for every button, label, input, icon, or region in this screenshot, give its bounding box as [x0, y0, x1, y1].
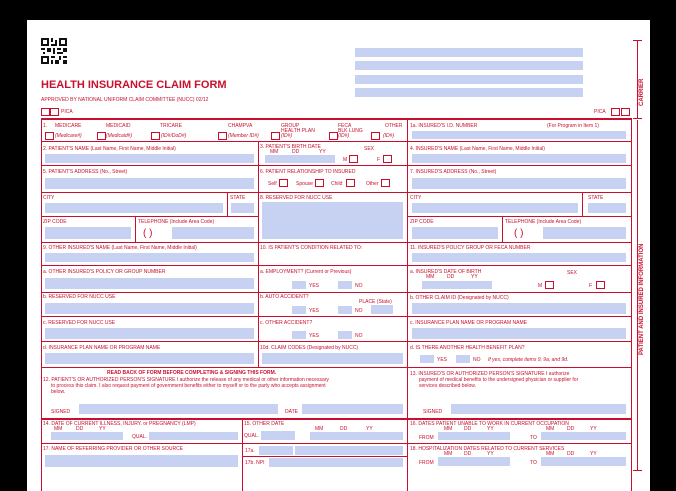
patient-signature-text-3: below. — [51, 389, 66, 395]
telephone-field[interactable] — [172, 227, 254, 239]
patient-tick-bottom — [633, 470, 642, 471]
insured-dob-mm: MM — [426, 274, 435, 280]
insured-signature-text-2: payment of medical benefits to the undersigned physician or supplier for — [419, 377, 579, 383]
pica-right-label: PICA — [594, 109, 606, 115]
patient-signed-label: SIGNED — [51, 409, 71, 415]
claim-codes-label: 10d. CLAIM CODES (Designated by NUCC) — [260, 345, 359, 351]
other-plan-name-label: d. INSURANCE PLAN NAME OR PROGRAM NAME — [43, 345, 161, 351]
sex-m-checkbox[interactable] — [349, 155, 358, 163]
hosp-to-dd: DD — [567, 451, 575, 457]
grid-left-edge — [41, 118, 42, 491]
grid-line-city-r — [407, 216, 631, 217]
hosp-to-mm: MM — [546, 451, 555, 457]
pica-box-left-2[interactable] — [50, 108, 59, 116]
hosp-to-label: TO — [530, 460, 537, 466]
medicaid-checkbox[interactable] — [97, 132, 106, 140]
employment-no-label: NO — [355, 283, 363, 289]
policy-group-label: 11. INSURED'S POLICY GROUP OR FECA NUMBER — [410, 245, 531, 251]
unable-to-mm: MM — [546, 426, 555, 432]
state-label: STATE — [230, 195, 246, 201]
grid-line-row3 — [41, 192, 631, 193]
insured-telephone-parens: ( ) — [514, 228, 524, 239]
unable-from-dd: DD — [464, 426, 472, 432]
pica-left-label: PICA — [61, 109, 73, 115]
hosp-to-yy: YY — [590, 451, 597, 457]
grid-col-state — [227, 192, 228, 216]
box1-label: 1. — [43, 123, 48, 129]
pica-box-right-2[interactable] — [621, 108, 630, 116]
carrier-tick-bottom — [633, 118, 642, 119]
claim-form-sheet — [27, 20, 650, 491]
insured-id-note: (For Program in Item 1) — [547, 123, 599, 129]
health-plan-label: HEALTH PLAN — [281, 128, 315, 134]
birth-mm-label: MM — [270, 149, 279, 155]
carrier-bracket — [637, 40, 638, 118]
patient-name-field[interactable] — [45, 154, 254, 163]
grid-line-row9 — [41, 341, 631, 342]
patient-sign-date-label: DATE — [285, 409, 298, 415]
champva-sub: (Member ID#) — [228, 133, 259, 139]
medicaid-label: MEDICAID — [106, 123, 131, 129]
hosp-from-mm: MM — [444, 451, 453, 457]
reserved-8-label: 8. RESERVED FOR NUCC USE — [260, 195, 333, 201]
auto-no-label: NO — [355, 308, 363, 314]
birth-date-label: 3. PATIENT'S BIRTH DATE — [260, 144, 321, 150]
spouse-checkbox[interactable] — [315, 179, 324, 187]
box-17a-qual-field[interactable] — [259, 446, 293, 455]
birth-yy-label: YY — [319, 149, 326, 155]
reserved-9c-label: c. RESERVED FOR NUCC USE — [43, 320, 116, 326]
another-plan-no-label: NO — [473, 357, 481, 363]
other-program-label: OTHER — [385, 123, 403, 129]
other-date-dd: DD — [340, 426, 348, 432]
grid-line-row8 — [41, 316, 631, 317]
group-sub: (ID#) — [281, 133, 293, 139]
birth-dd-label: DD — [292, 149, 300, 155]
champva-label: CHAMPVA — [228, 123, 253, 129]
patient-signature-label: 12. PATIENT'S OR AUTHORIZED PERSON'S SIGNATURE I authorize the release of any medical or other information necessary — [43, 377, 329, 383]
feca-sub: (ID#) — [338, 133, 350, 139]
grid-line-city — [41, 216, 258, 217]
reserved-9b-field[interactable] — [45, 303, 254, 314]
unable-from-mm: MM — [444, 426, 453, 432]
hosp-to-field[interactable] — [541, 457, 626, 466]
patient-name-label: 2. PATIENT'S NAME (Last Name, First Name, Middle Initial) — [43, 146, 176, 152]
other-date-label: 15. OTHER DATE — [244, 421, 285, 427]
grid-col-phone — [135, 216, 136, 242]
grid-right-edge — [631, 118, 632, 491]
telephone-label: TELEPHONE (Include Area Code) — [138, 219, 215, 225]
other-program-checkbox[interactable] — [371, 132, 380, 140]
patient-signature-field[interactable] — [79, 404, 278, 414]
insured-dob-label: a. INSURED'S DATE OF BIRTH — [410, 269, 482, 275]
carrier-address2-field[interactable] — [355, 75, 583, 84]
group-checkbox[interactable] — [271, 132, 280, 140]
insured-city-field[interactable] — [412, 203, 578, 213]
insured-sex-m-label: M — [538, 283, 543, 289]
self-checkbox[interactable] — [279, 179, 288, 187]
carrier-name-field[interactable] — [355, 48, 583, 57]
auto-yes-label: YES — [309, 308, 320, 314]
reserved-8-field[interactable] — [262, 202, 403, 239]
champva-checkbox[interactable] — [218, 132, 227, 140]
place-state-label: PLACE (State) — [359, 299, 392, 305]
box-17a-field[interactable] — [295, 446, 403, 455]
grid-line-row10 — [41, 367, 631, 368]
zip-field[interactable] — [45, 227, 131, 239]
grid-line-row5 — [41, 242, 631, 243]
unable-to-field[interactable] — [541, 432, 626, 440]
other-plan-name-field[interactable] — [45, 353, 254, 364]
feca-checkbox[interactable] — [329, 132, 338, 140]
medicare-sub: (Medicare#) — [55, 133, 82, 139]
another-plan-no-field[interactable] — [456, 355, 470, 363]
patient-sign-date-field[interactable] — [302, 404, 403, 414]
hosp-from-dd: DD — [464, 451, 472, 457]
grid-line-row7 — [41, 292, 631, 293]
other-rel-checkbox[interactable] — [381, 179, 390, 187]
grid-col-right-bottom — [407, 418, 408, 491]
insured-signed-label: SIGNED — [423, 409, 443, 415]
illness-qual-label: QUAL. — [132, 434, 148, 440]
auto-yes-field[interactable] — [292, 306, 306, 314]
insured-zip-label: ZIP CODE — [410, 219, 434, 225]
patient-address-field[interactable] — [45, 178, 254, 189]
child-label: Child — [331, 181, 343, 187]
carrier-address-field[interactable] — [355, 61, 583, 70]
plan-name-label: c. INSURANCE PLAN NAME OR PROGRAM NAME — [410, 320, 527, 326]
employment-no-field[interactable] — [338, 281, 352, 289]
other-date-mm: MM — [315, 426, 324, 432]
telephone-area-parens: ( ) — [143, 228, 153, 239]
box-17a-label: 17a. — [245, 448, 255, 454]
carrier-tick-top — [633, 40, 642, 41]
sex-label: SEX — [364, 146, 375, 152]
other-insured-name-field[interactable] — [45, 253, 254, 262]
form-title: HEALTH INSURANCE CLAIM FORM — [41, 79, 227, 91]
pica-box-left-1[interactable] — [41, 108, 50, 116]
other-policy-label: a. OTHER INSURED'S POLICY OR GROUP NUMBER — [43, 269, 166, 275]
unable-to-label: TO — [530, 435, 537, 441]
grid-line-row11 — [41, 418, 631, 420]
insured-state-field[interactable] — [588, 203, 626, 213]
relationship-label: 6. PATIENT RELATIONSHIP TO INSURED — [260, 169, 356, 175]
unable-from-yy: YY — [487, 426, 494, 432]
insured-sex-f-label: F — [589, 283, 593, 289]
auto-no-field[interactable] — [338, 306, 352, 314]
insured-dob-field[interactable] — [422, 281, 492, 289]
read-back-notice: READ BACK OF FORM BEFORE COMPLETING & SIGNING THIS FORM. — [107, 370, 277, 376]
hosp-from-label: FROM — [419, 460, 434, 466]
tricare-checkbox[interactable] — [151, 132, 160, 140]
other-date-field[interactable] — [310, 432, 403, 440]
referring-provider-label: 17. NAME OF REFERRING PROVIDER OR OTHER SOURCE — [43, 446, 184, 452]
insured-signature-field[interactable] — [451, 404, 626, 414]
other-program-sub: (ID#) — [383, 133, 395, 139]
unable-to-dd: DD — [567, 426, 575, 432]
place-state-field[interactable] — [371, 305, 393, 314]
tricare-label: TRICARE — [160, 123, 182, 129]
grid-line-row2 — [41, 165, 631, 166]
box-17b-label: 17b. NPI — [245, 460, 265, 466]
grid-col-right — [407, 118, 408, 418]
policy-group-field[interactable] — [412, 253, 626, 262]
another-plan-yes-field[interactable] — [420, 355, 434, 363]
grid-top-line — [41, 118, 631, 120]
employment-yes-label: YES — [309, 283, 320, 289]
grid-col-mid — [258, 141, 259, 367]
city-field[interactable] — [45, 203, 223, 213]
insured-address-field[interactable] — [412, 178, 626, 189]
sex-m-label: M — [343, 157, 348, 163]
patient-signature-text-2: to process this claim. I also request payment of government benefits either to myself or to the party who accepts assignment — [51, 383, 326, 389]
city-label: CITY — [43, 195, 55, 201]
feca-label: FECA — [338, 123, 352, 129]
plan-name-field[interactable] — [412, 328, 626, 339]
other-accident-no-label: NO — [355, 333, 363, 339]
approved-text: APPROVED BY NATIONAL UNIFORM CLAIM COMMITTEE (NUCC) 02/12 — [41, 97, 209, 103]
hospitalization-label: 18. HOSPITALIZATION DATES RELATED TO CURRENT SERVICES — [410, 446, 565, 452]
group-label: GROUP — [281, 123, 300, 129]
side-patient-label: PATIENT AND INSURED INFORMATION — [639, 243, 645, 355]
patient-address-label: 5. PATIENT'S ADDRESS (No., Street) — [43, 169, 128, 175]
illness-mm: MM — [54, 426, 63, 432]
insured-dob-yy: YY — [471, 274, 478, 280]
insured-telephone-label: TELEPHONE (Include Area Code) — [505, 219, 582, 225]
grid-line-row12 — [41, 443, 631, 444]
other-accident-no-field[interactable] — [338, 331, 352, 339]
grid-col-phone-r — [502, 216, 503, 242]
insured-id-label: 1a. INSURED'S I.D. NUMBER — [410, 123, 478, 129]
illness-date-field[interactable] — [51, 432, 123, 440]
insured-sex-f-checkbox[interactable] — [596, 281, 605, 289]
other-rel-label: Other — [366, 181, 379, 187]
other-date-yy: YY — [366, 426, 373, 432]
other-accident-label: c. OTHER ACCIDENT? — [260, 320, 313, 326]
referring-provider-field[interactable] — [45, 455, 238, 467]
sex-f-label: F — [377, 157, 381, 163]
side-carrier-label: CARRIER — [639, 78, 645, 106]
medicaid-sub: (Medicaid#) — [106, 133, 133, 139]
employment-yes-field[interactable] — [292, 281, 306, 289]
insured-sex-m-checkbox[interactable] — [545, 281, 554, 289]
insured-name-label: 4. INSURED'S NAME (Last Name, First Name, Middle Initial) — [410, 146, 545, 152]
blk-lung-label: BLK LUNG — [338, 128, 363, 134]
if-yes-note: If yes, complete items 9, 9a, and 9d. — [488, 357, 569, 363]
box-17b-npi-field[interactable] — [269, 458, 403, 467]
unable-from-field[interactable] — [438, 432, 510, 440]
insured-sex-label: SEX — [567, 270, 578, 276]
other-accident-yes-label: YES — [309, 333, 320, 339]
carrier-city-field[interactable] — [355, 88, 583, 97]
self-label: Self — [268, 181, 277, 187]
qr-code-icon — [41, 38, 67, 64]
insured-telephone-field[interactable] — [543, 227, 626, 239]
insured-name-field[interactable] — [412, 154, 626, 163]
illness-dd: DD — [76, 426, 84, 432]
another-plan-label: d. IS THERE ANOTHER HEALTH BENEFIT PLAN? — [410, 345, 525, 351]
medicare-checkbox[interactable] — [45, 132, 54, 140]
unable-to-work-label: 16. DATES PATIENT UNABLE TO WORK IN CURRENT OCCUPATION — [410, 421, 569, 427]
grid-line-row1 — [41, 141, 631, 142]
claim-codes-field[interactable] — [262, 353, 403, 364]
grid-line-row6 — [41, 265, 631, 266]
child-checkbox[interactable] — [346, 179, 355, 187]
pica-box-right-1[interactable] — [611, 108, 620, 116]
insured-state-label: STATE — [588, 195, 604, 201]
hosp-from-yy: YY — [487, 451, 494, 457]
illness-yy: YY — [99, 426, 106, 432]
grid-col-state-r — [582, 192, 583, 216]
sex-f-checkbox[interactable] — [383, 155, 392, 163]
hosp-from-field[interactable] — [438, 457, 510, 466]
medicare-label: MEDICARE — [55, 123, 82, 129]
birth-date-field[interactable] — [265, 155, 335, 163]
auto-accident-label: b. AUTO ACCIDENT? — [260, 294, 309, 300]
grid-line-17a — [242, 456, 407, 457]
insured-signature-label: 13. INSURED'S OR AUTHORIZED PERSON'S SIGNATURE I authorize — [410, 371, 570, 377]
zip-label: ZIP CODE — [43, 219, 67, 225]
insured-zip-field[interactable] — [412, 227, 498, 239]
insured-address-label: 7. INSURED'S ADDRESS (No., Street) — [410, 169, 497, 175]
other-claim-id-label: b. OTHER CLAIM ID (Designated by NUCC) — [410, 295, 509, 301]
current-illness-label: 14. DATE OF CURRENT ILLNESS, INJURY, or PREGNANCY (LMP) — [43, 421, 196, 427]
insured-city-label: CITY — [410, 195, 422, 201]
another-plan-yes-label: YES — [437, 357, 448, 363]
condition-related-label: 10. IS PATIENT'S CONDITION RELATED TO: — [260, 245, 363, 251]
tricare-sub: (ID#/DoD#) — [161, 133, 187, 139]
other-claim-id-field[interactable] — [412, 303, 626, 314]
other-accident-yes-field[interactable] — [292, 331, 306, 339]
insured-dob-dd: DD — [447, 274, 455, 280]
unable-from-label: FROM — [419, 435, 434, 441]
illness-qual-field[interactable] — [149, 432, 238, 440]
other-insured-name-label: 9. OTHER INSURED'S NAME (Last Name, First Name, Middle Initial) — [43, 245, 197, 251]
employment-label: a. EMPLOYMENT? (Current or Previous) — [260, 269, 352, 275]
insured-id-field[interactable] — [412, 131, 626, 139]
patient-bracket — [637, 120, 638, 470]
unable-to-yy: YY — [590, 426, 597, 432]
other-date-qual-label: QUAL. — [244, 433, 260, 439]
grid-col-15 — [242, 418, 243, 491]
other-date-qual-field[interactable] — [261, 431, 295, 440]
insured-signature-text-3: services described below. — [419, 383, 476, 389]
reserved-9b-label: b. RESERVED FOR NUCC USE — [43, 294, 116, 300]
spouse-label: Spouse — [296, 181, 313, 187]
state-field[interactable] — [231, 203, 254, 213]
reserved-9c-field[interactable] — [45, 328, 254, 339]
other-policy-field[interactable] — [45, 278, 254, 289]
